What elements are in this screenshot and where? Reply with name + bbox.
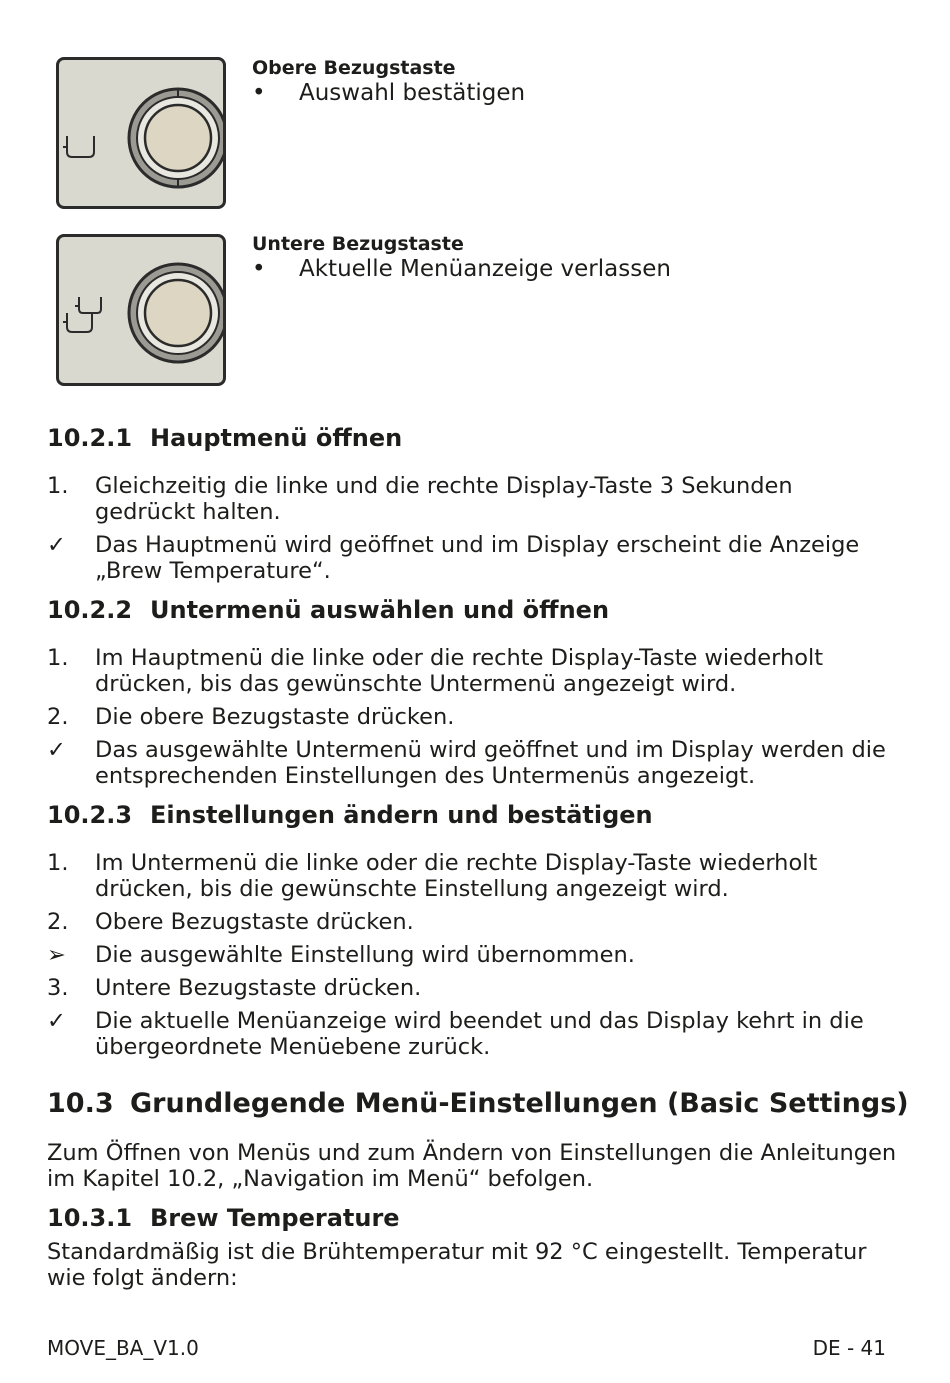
chapter-intro: Zum Öffnen von Menüs und zum Ändern von Einstellungen die Anleitungen im Kapitel 10.2, „Navigation im Menü“ befolgen. [47, 1140, 897, 1192]
list-item: ✓ Das Hauptmenü wird geöffnet und im Display erscheint die Anzeige „Brew Temperature“. [47, 532, 860, 584]
list-item: 1. Im Hauptmenü die linke oder die rechte Display-Taste wiederholt drücken, bis das gewünschte Untermenü angezeigt wird. [47, 645, 824, 697]
list-item: 1. Im Untermenü die linke oder die rechte Display-Taste wiederholt drücken, bis die gewünschte Einstellung angezeigt wird. [47, 850, 818, 902]
brew-knob-icon [129, 264, 226, 362]
button-label: Obere Bezugstaste [252, 57, 456, 79]
button-function: • Auswahl bestätigen [252, 80, 526, 106]
list-item: 2. Obere Bezugstaste drücken. [47, 909, 414, 935]
list-item: ✓ Das ausgewählte Untermenü wird geöffnet und im Display werden die entsprechenden Einstellungen des Untermenüs angezeigt. [47, 737, 886, 789]
upper-brew-button-image [56, 57, 226, 209]
double-cup-icon [63, 297, 101, 332]
list-item: 2. Die obere Bezugstaste drücken. [47, 704, 455, 730]
footer-doc-id: MOVE_BA_V1.0 [47, 1336, 199, 1360]
list-item: 3. Untere Bezugstaste drücken. [47, 975, 422, 1001]
section-heading: 10.2.2 Untermenü auswählen und öffnen [47, 596, 610, 624]
list-item: ✓ Die aktuelle Menüanzeige wird beendet und das Display kehrt in die übergeordnete Menüebene zurück. [47, 1008, 864, 1060]
list-item: 1. Gleichzeitig die linke und die rechte Display-Taste 3 Sekunden gedrückt halten. [47, 473, 793, 525]
chapter-heading: 10.3 Grundlegende Menü-Einstellungen (Basic Settings) [47, 1088, 909, 1119]
footer-page-number: DE - 41 [812, 1336, 886, 1360]
button-label: Untere Bezugstaste [252, 233, 464, 255]
section-heading: 10.2.3 Einstellungen ändern und bestätigen [47, 801, 653, 829]
list-item: ➢ Die ausgewählte Einstellung wird übernommen. [47, 942, 635, 968]
single-cup-icon [63, 136, 94, 157]
section-text: Standardmäßig ist die Brühtemperatur mit 92 °C eingestellt. Temperatur wie folgt ändern: [47, 1239, 867, 1291]
section-heading: 10.2.1 Hauptmenü öffnen [47, 424, 403, 452]
brew-knob-icon [129, 89, 226, 187]
section-heading: 10.3.1 Brew Temperature [47, 1204, 400, 1232]
button-function: • Aktuelle Menüanzeige verlassen [252, 256, 671, 282]
lower-brew-button-image [56, 234, 226, 386]
